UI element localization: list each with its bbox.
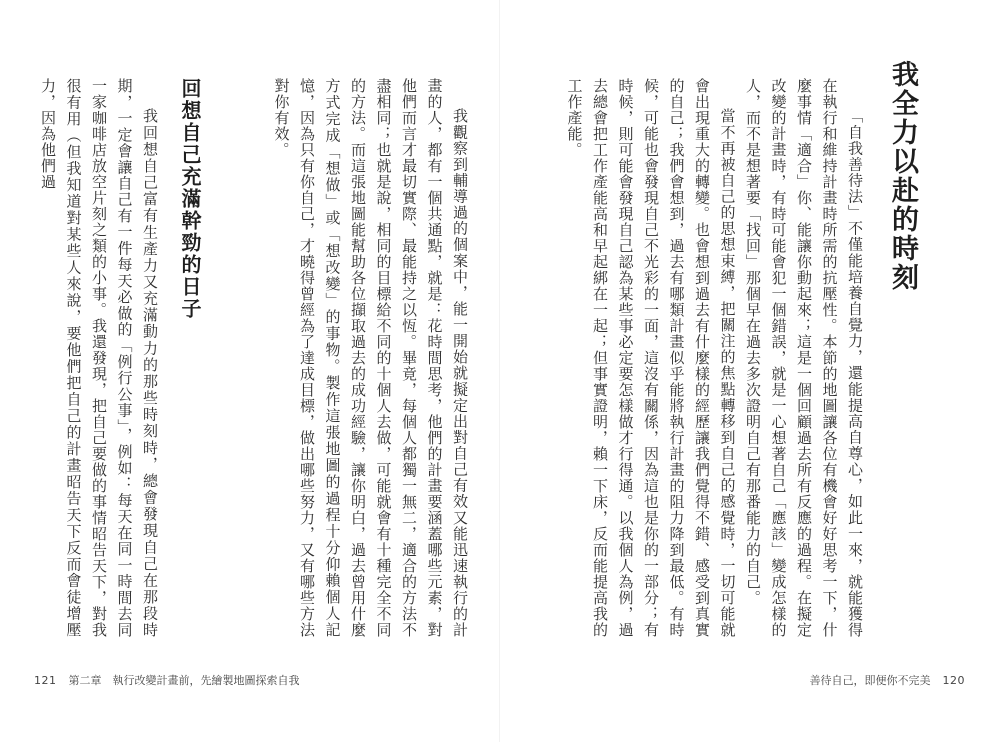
right-page-body (565, 78, 867, 638)
right-page-footer (810, 672, 966, 688)
page-title: 我全力以赴的時刻 (887, 60, 918, 292)
running-header: 善待自己，即便你不完美 (809, 674, 931, 687)
running-header: 第二章 執行改變計畫前，先繪製地圖探索自我 (68, 674, 300, 687)
page-number: 121 (34, 674, 57, 687)
paragraph: 「自我善待法」不僅能培養自覺力，還能提高自尊心，如此一來，就能獲得在執行和維持計畫時所需的抗壓性。本節的地圖讓各位有機會好好思考一下，什麼事情「適合」你、能讓你動起來；這是一個回顧過去所有反應的過程。在擬定改變的計畫時，有時可能會犯一個錯誤，就是一心想著自己「應該」變成怎樣的人，而不是想著要「找回」那個早在過去多次證明自己有那番能力的自己。 (744, 78, 864, 638)
paragraph: 我回想自己富有生產力又充滿動力的那些時刻時，總會發現自己在那段時期，一定會讓自己有一件每天必做的「例行公事」，例如：每天在同一時間去同一家咖啡店放空片刻之類的小事。我還發現，把自己要做的事情昭告天下，對我很有用（但我知道對某些人來說，要他們把自己的計畫昭告天下反而會徒增壓力，因為他們過 (39, 78, 159, 638)
paragraph: 我觀察到輔導過的個案中，能一開始就擬定出對自己有效又能迅速執行的計畫的人，都有一個共通點，就是：花時間思考，他們的計畫要涵蓋哪些元素，對他們而言才最切實際、最能持之以恆。畢竟，每個人都獨一無二，適合的方法不盡相同；也就是說，相同的目標給不同的十個人去做，可能就會有十種完全不同的方法。而這張地圖能幫助各位擷取過去的成功經驗，讓你明白，過去曾用什麼方式完成「想做」或「想改變」的事物。製作這張地圖的過程十分仰賴個人記憶，因為只有你自己，才曉得曾經為了達成目標，做出哪些努力，又有哪些方法對你有效。 (272, 78, 469, 638)
paragraph: 當不再被自己的思想束縛，把關注的焦點轉移到自己的感覺時，一切可能就會出現重大的轉變。也會想到過去有什麼樣的經歷讓我們覺得不錯、感受到真實的自己；我們會想到，過去有哪類計畫似乎能將執行計畫的阻力降到最低。有時候，可能也會發現自己不光彩的一面，這沒有關係，因為這也是你的一部分；有時候，則可能會發現自己認為某些事必定要怎樣做才行得通。以我個人為例，過去總會把工作產能高和早起綁在一起；但事實證明，賴一下床，反而能提高我的工作產能。 (565, 78, 737, 638)
left-page-body-top (262, 78, 472, 638)
page-number: 120 (942, 674, 965, 687)
left-page-body-bottom (39, 78, 162, 638)
right-page (500, 0, 1000, 742)
section-title: 回想自己充滿幹勁的日子 (178, 78, 202, 320)
left-page-footer (34, 672, 300, 688)
